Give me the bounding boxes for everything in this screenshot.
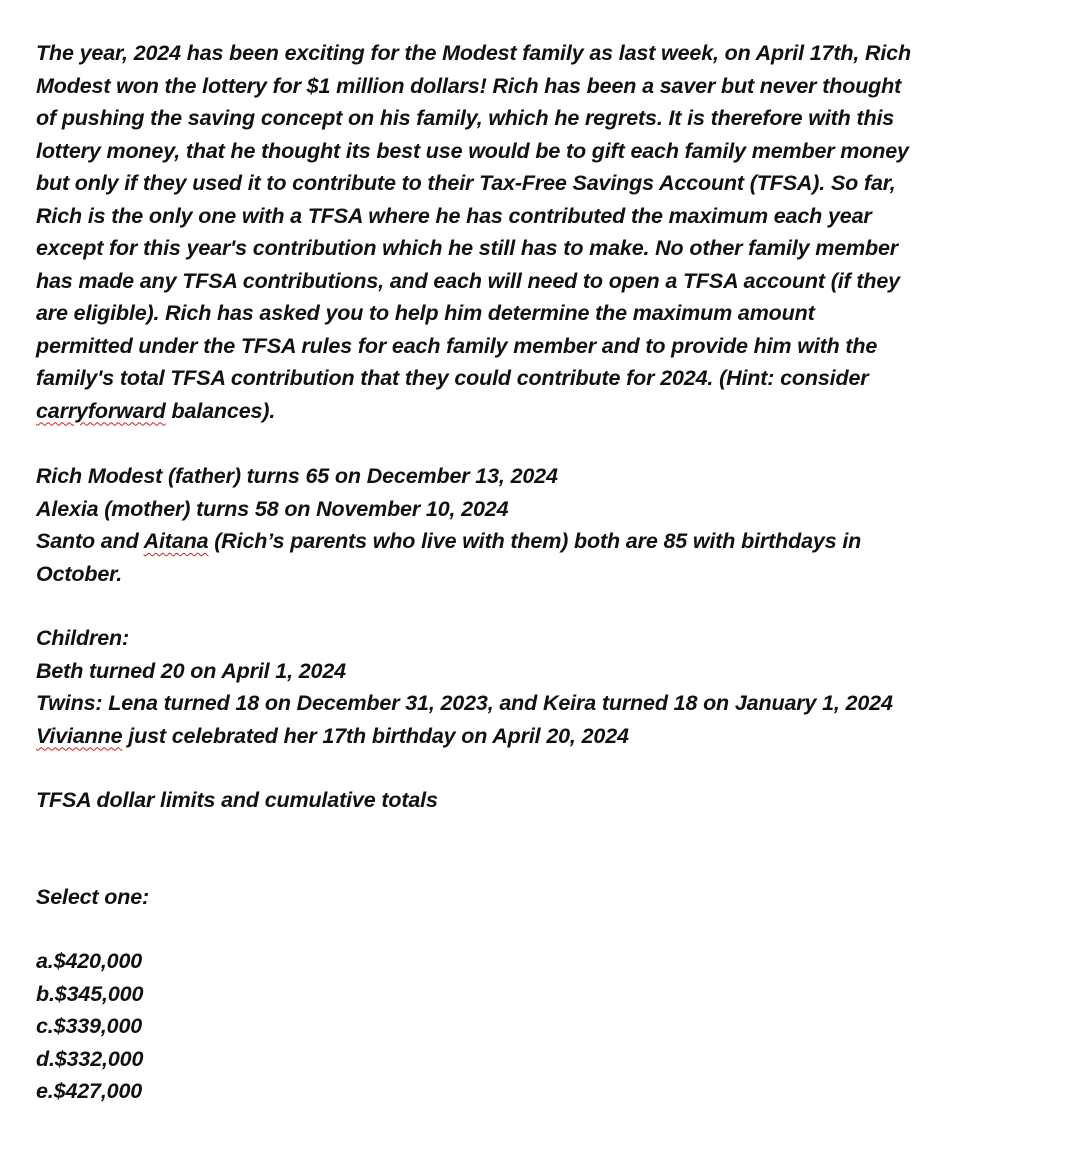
family-grandparents-cont: October. <box>36 561 123 586</box>
document-body <box>36 37 1076 1108</box>
grandparents-prefix: Santo and <box>36 529 144 553</box>
intro-line: are eligible). Rich has asked you to help him determine the maximum amount <box>36 301 815 325</box>
spellcheck-flagged-word[interactable]: carryforward <box>36 398 166 423</box>
intro-line: family's total TFSA contribution that they could contribute for 2024. (Hint: consider <box>36 366 869 390</box>
intro-line: but only if they used it to contribute to their Tax-Free Savings Account (TFSA). So far, <box>36 171 896 195</box>
family-rich: Rich Modest (father) turns 65 on December 13, 2024 <box>36 464 558 488</box>
intro-line: of pushing the saving concept on his family, which he regrets. It is therefore with this <box>36 106 895 130</box>
child-vivianne <box>36 720 1076 753</box>
grandparents-suffix: (Rich’s parents who live with them) both are 85 with birthdays in <box>208 529 862 553</box>
spellcheck-flagged-word[interactable]: Vivianne <box>36 723 123 748</box>
intro-line: Rich is the only one with a TFSA where he has contributed the maximum each year <box>36 203 872 228</box>
children-section <box>36 622 1076 752</box>
intro-paragraph <box>36 37 1076 427</box>
answer-options <box>36 945 1076 1108</box>
intro-line: permitted under the TFSA rules for each family member and to provide him with the <box>36 333 878 358</box>
select-one-label: Select one: <box>36 884 150 909</box>
option-e[interactable]: e.$427,000 <box>36 1079 143 1103</box>
option-c[interactable]: c.$339,000 <box>36 1014 143 1038</box>
intro-line: Modest won the lottery for $1 million dollars! Rich has been a saver but never thought <box>36 73 902 98</box>
family-members <box>36 460 1076 590</box>
option-a[interactable]: a.$420,000 <box>36 949 143 973</box>
intro-line: has made any TFSA contributions, and each will need to open a TFSA account (if they <box>36 268 900 293</box>
question-prompt <box>36 881 1076 914</box>
child-beth: Beth turned 20 on April 1, 2024 <box>36 658 346 683</box>
option-d[interactable]: d.$332,000 <box>36 1046 144 1071</box>
intro-line-tail: balances). <box>165 398 276 423</box>
intro-line: The year, 2024 has been exciting for the Modest family as last week, on April 17th, Rich <box>36 41 911 65</box>
spellcheck-flagged-word[interactable]: Aitana <box>143 529 209 553</box>
table-caption-text: TFSA dollar limits and cumulative totals <box>36 788 438 812</box>
intro-line: except for this year's contribution which he still has to make. No other family member <box>36 236 898 260</box>
table-caption <box>36 784 1076 817</box>
family-alexia: Alexia (mother) turns 58 on November 10, 2024 <box>36 496 509 521</box>
option-b[interactable]: b.$345,000 <box>36 981 144 1006</box>
intro-line-last <box>36 395 1076 428</box>
intro-line: lottery money, that he thought its best use would be to gift each family member money <box>36 138 909 163</box>
child-twins: Twins: Lena turned 18 on December 31, 2023, and Keira turned 18 on January 1, 2024 <box>36 691 893 715</box>
vivianne-rest: just celebrated her 17th birthday on April 20, 2024 <box>122 723 629 748</box>
family-grandparents <box>36 525 1076 558</box>
children-heading: Children: <box>36 626 130 650</box>
